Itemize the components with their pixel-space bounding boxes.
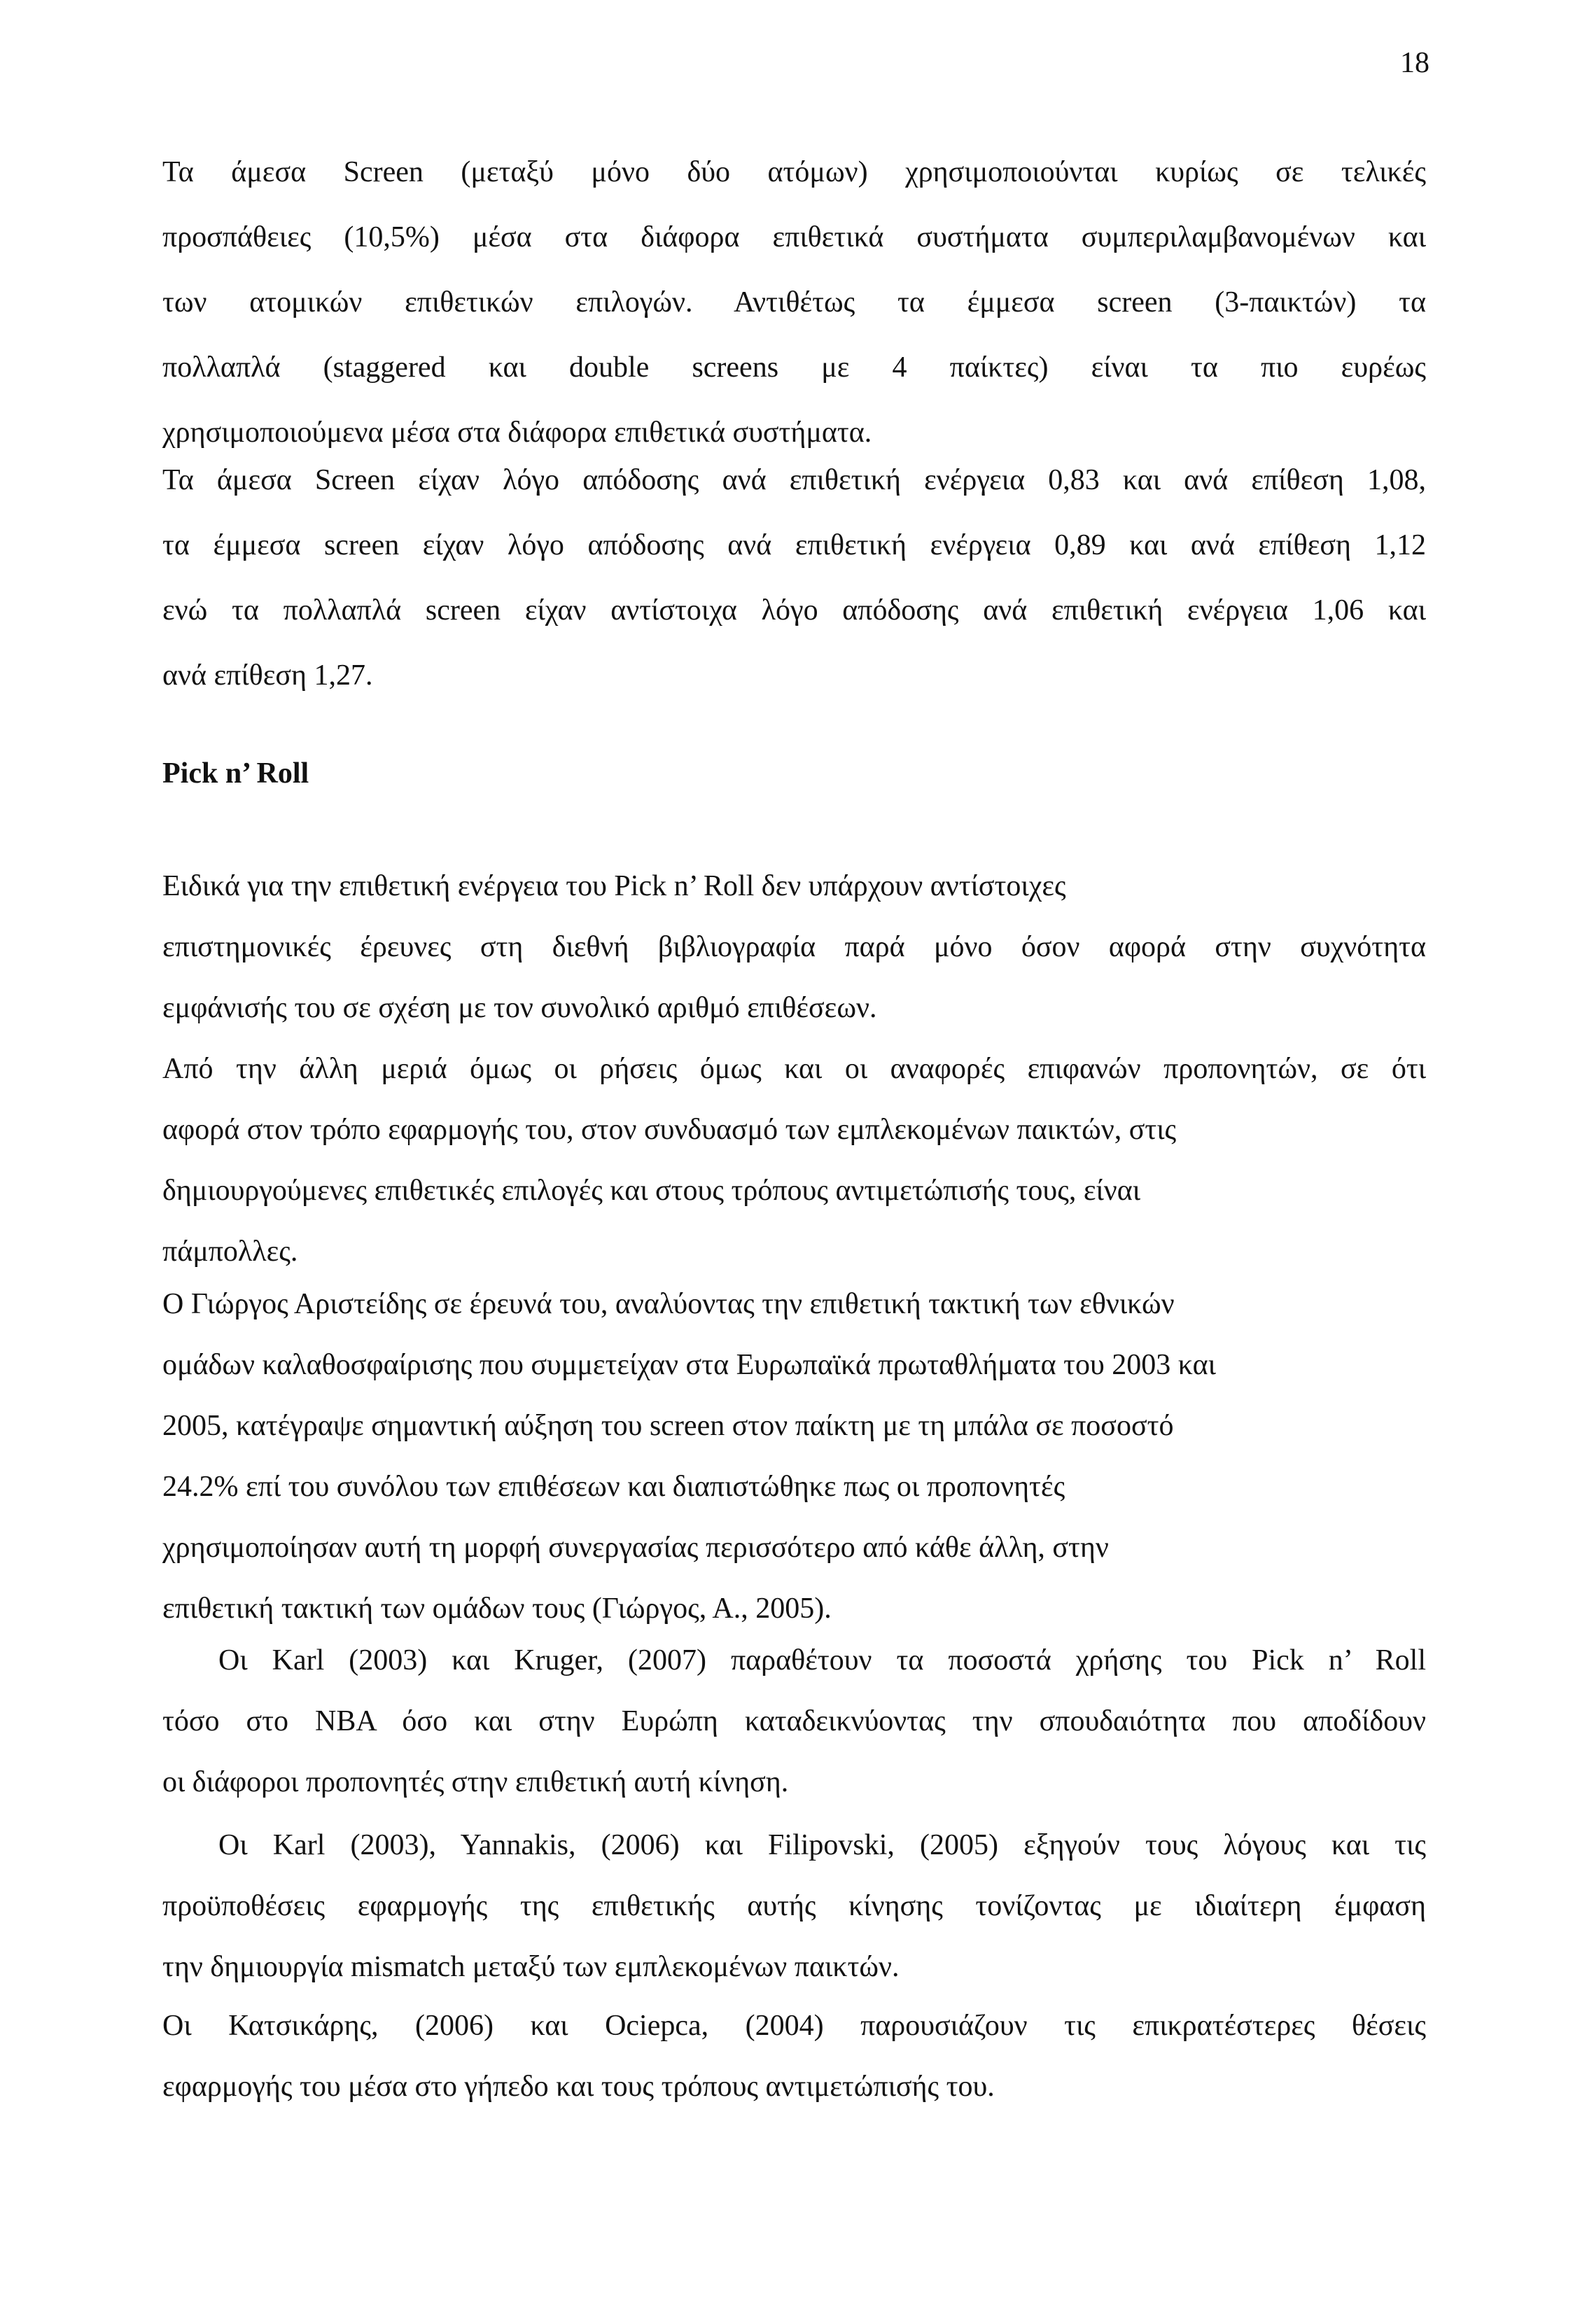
text-line: Τα άμεσα Screen είχαν λόγο απόδοσης ανά επιθετική ενέργεια 0,83 και ανά επίθεση 1,08, [162,464,1426,496]
page-number: 18 [1400,47,1429,79]
text-line: πάμπολλες. [162,1236,298,1268]
text-line: την δημιουργία mismatch μεταξύ των εμπλεκομένων παικτών. [162,1951,900,1983]
text-line: εφαρμογής του μέσα στο γήπεδο και τους τρόπους αντιμετώπισής του. [162,2071,995,2103]
text-line: ομάδων καλαθοσφαίρισης που συμμετείχαν στα Ευρωπαϊκά πρωταθλήματα του 2003 και [162,1349,1216,1381]
text-line: Ειδικά για την επιθετική ενέργεια του Pick n’ Roll δεν υπάρχουν αντίστοιχες [162,870,1066,902]
text-line: Ο Γιώργος Αριστείδης σε έρευνά του, αναλύοντας την επιθετική τακτική των εθνικών [162,1288,1175,1320]
text-line: ενώ τα πολλαπλά screen είχαν αντίστοιχα λόγο απόδοσης ανά επιθετική ενέργεια 1,06 και [162,594,1426,626]
section-heading: Pick n’ Roll [162,757,309,790]
text-line: προϋποθέσεις εφαρμογής της επιθετικής αυτής κίνησης τονίζοντας με ιδιαίτερη έμφαση [162,1890,1426,1922]
text-line: 2005, κατέγραψε σημαντική αύξηση του screen στον παίκτη με τη μπάλα σε ποσοστό [162,1410,1174,1442]
text-line: εμφάνισής του σε σχέση με τον συνολικό αριθμό επιθέσεων. [162,992,877,1024]
text-line: τα έμμεσα screen είχαν λόγο απόδοσης ανά επιθετική ενέργεια 0,89 και ανά επίθεση 1,12 [162,529,1426,561]
text-line: τόσο στο NBA όσο και στην Ευρώπη καταδεικνύοντας την σπουδαιότητα που αποδίδουν [162,1705,1426,1737]
text-line: επιστημονικές έρευνες στη διεθνή βιβλιογραφία παρά μόνο όσον αφορά στην συχνότητα [162,931,1426,963]
text-line: χρησιμοποιούμενα μέσα στα διάφορα επιθετικά συστήματα. [162,416,872,449]
text-line: οι διάφοροι προπονητές στην επιθετική αυτή κίνηση. [162,1766,789,1798]
text-line: ανά επίθεση 1,27. [162,659,373,692]
text-line: Οι Karl (2003), Yannakis, (2006) και Filipovski, (2005) εξηγούν τους λόγους και τις [218,1829,1426,1861]
text-line: 24.2% επί του συνόλου των επιθέσεων και διαπιστώθηκε πως οι προπονητές [162,1471,1065,1503]
text-line: Οι Karl (2003) και Kruger, (2007) παραθέτουν τα ποσοστά χρήσης του Pick n’ Roll [218,1644,1426,1676]
text-line: Από την άλλη μεριά όμως οι ρήσεις όμως και οι αναφορές επιφανών προπονητών, σε ότι [162,1053,1426,1085]
text-line: δημιουργούμενες επιθετικές επιλογές και στους τρόπους αντιμετώπισής τους, είναι [162,1175,1141,1207]
text-line: επιθετική τακτική των ομάδων τους (Γιώργος, Α., 2005). [162,1592,832,1625]
text-line: των ατομικών επιθετικών επιλογών. Αντιθέτως τα έμμεσα screen (3-παικτών) τα [162,286,1426,318]
text-line: προσπάθειες (10,5%) μέσα στα διάφορα επιθετικά συστήματα συμπεριλαμβανομένων και [162,221,1426,253]
text-line: Οι Κατσικάρης, (2006) και Ociepca, (2004) παρουσιάζουν τις επικρατέστερες θέσεις [162,2010,1426,2042]
text-line: Τα άμεσα Screen (μεταξύ μόνο δύο ατόμων) χρησιμοποιούνται κυρίως σε τελικές [162,156,1426,188]
text-line: αφορά στον τρόπο εφαρμογής του, στον συνδυασμό των εμπλεκομένων παικτών, στις [162,1114,1177,1146]
text-line: πολλαπλά (staggered και double screens με 4 παίκτες) είναι τα πιο ευρέως [162,351,1426,384]
text-line: χρησιμοποίησαν αυτή τη μορφή συνεργασίας περισσότερο από κάθε άλλη, στην [162,1532,1109,1564]
